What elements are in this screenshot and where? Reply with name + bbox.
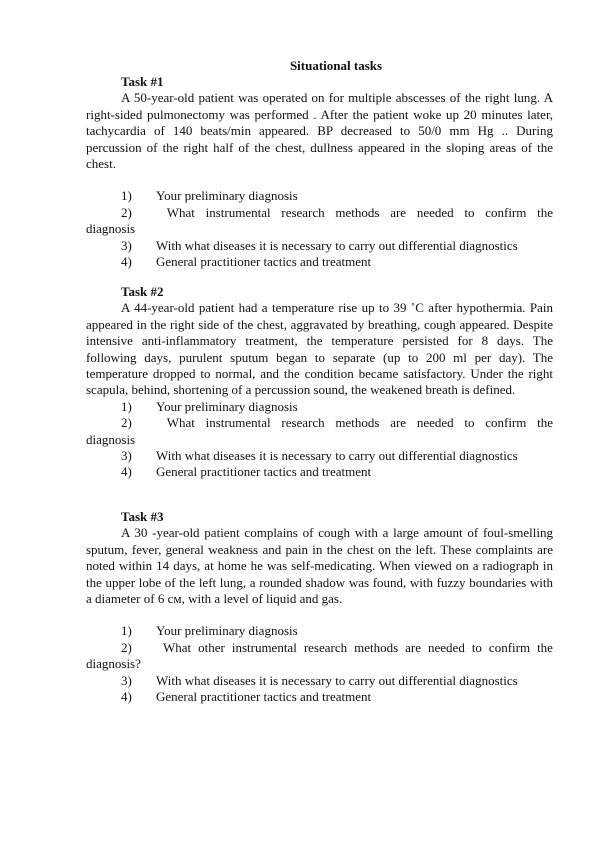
question-word: What [166, 204, 195, 220]
question-word: What [162, 639, 192, 655]
task-heading: Task #2 [121, 284, 164, 299]
question-word: research [281, 204, 325, 220]
question-word: the [537, 204, 553, 220]
question-item [86, 623, 553, 639]
question-word: methods [354, 639, 399, 655]
question-item [86, 689, 553, 705]
question-word: the [537, 415, 553, 431]
question-word: needed [416, 204, 454, 220]
task-heading: Task #1 [121, 74, 164, 89]
question-word: to [464, 204, 475, 220]
question-word: needed [428, 639, 465, 655]
question-text: With what diseases it is necessary to carry out differential diagnostics [156, 237, 518, 253]
question-word: are [405, 639, 422, 655]
question-number: 2) [121, 204, 132, 220]
question-item [86, 640, 553, 656]
question-number: 1) [121, 623, 132, 639]
question-item [86, 673, 553, 689]
question-text: Your preliminary diagnosis [156, 623, 298, 639]
task-description: A 44-year-old patient had a temperature rise up to 39 ˚C after hypothermia. Pain appeared in the right side of the chest, aggravated by breathing, cough appeared. Despite intensive anti-inflammatory treatment, the temperature persisted for 8 days. The following days, purulent sputum began to separate (up to 200 ml per day). The temperature dropped to normal, and the condition became satisfactory. Under the right scapula, behind, shortening of a percussion sound, the weakened breath is defined. [86, 300, 553, 398]
question-item [86, 188, 553, 204]
question-number: 3) [121, 672, 132, 688]
question-word: confirm [488, 639, 531, 655]
question-number: 4) [121, 254, 132, 270]
question-word: needed [416, 415, 454, 431]
question-text: General practitioner tactics and treatment [156, 689, 372, 705]
question-text: With what diseases it is necessary to carry out differential diagnostics [156, 672, 518, 688]
question-continuation: diagnosis [86, 431, 136, 447]
question-word: What [166, 415, 195, 431]
question-word: other [198, 639, 225, 655]
question-number: 2) [121, 639, 132, 655]
question-number: 1) [121, 398, 132, 414]
question-list [86, 188, 553, 270]
question-word: research [303, 639, 348, 655]
document-title: Situational tasks [289, 58, 383, 73]
task-3 [86, 509, 553, 705]
question-continuation: diagnosis [86, 221, 136, 237]
question-word: to [464, 415, 475, 431]
question-word: the [537, 639, 553, 655]
question-list [86, 623, 553, 705]
question-word: research [281, 415, 325, 431]
question-item [86, 254, 553, 270]
question-word: instrumental [231, 639, 297, 655]
question-item [86, 399, 553, 415]
task-description: A 50-year-old patient was operated on for multiple abscesses of the right lung. A right-sided pulmonectomy was performed . After the patient woke up 20 minutes later, tachycardia of 140 beats/min appeared. BP decreased to 50/0 mm Hg .. During percussion of the right half of the chest, dullness appeared in the sloping areas of the chest. [86, 90, 553, 172]
question-word: are [390, 415, 407, 431]
question-number: 4) [121, 464, 132, 480]
question-text: Your preliminary diagnosis [156, 398, 298, 414]
question-text: General practitioner tactics and treatment [156, 254, 372, 270]
question-word: confirm [485, 204, 527, 220]
question-number: 3) [121, 448, 132, 464]
question-item [86, 205, 553, 221]
question-number: 4) [121, 689, 132, 705]
question-text: General practitioner tactics and treatment [156, 464, 372, 480]
task-heading: Task #3 [121, 509, 164, 524]
question-item [86, 415, 553, 431]
question-item [86, 464, 553, 480]
question-word: are [390, 204, 407, 220]
question-word: methods [335, 204, 380, 220]
question-item [86, 238, 553, 254]
question-word: instrumental [205, 204, 271, 220]
question-word: instrumental [205, 415, 271, 431]
task-1 [86, 74, 553, 270]
question-text: Your preliminary diagnosis [156, 188, 298, 204]
question-item [86, 448, 553, 464]
question-number: 3) [121, 237, 132, 253]
task-2 [86, 284, 553, 481]
task-description: A 30 -year-old patient complains of cough with a large amount of foul-smelling sputum, fever, general weakness and pain in the chest on the left. These complaints are noted within 14 days, at home he was self-medicating. When viewed on a radiograph in the upper lobe of the left lung, a rounded shadow was found, with fuzzy boundaries with a diameter of 6 см, with a level of liquid and gas. [86, 525, 553, 607]
question-word: to [471, 639, 482, 655]
question-list [86, 399, 553, 481]
question-number: 2) [121, 415, 132, 431]
question-text: With what diseases it is necessary to carry out differential diagnostics [156, 448, 518, 464]
question-word: confirm [485, 415, 527, 431]
question-continuation: diagnosis? [86, 656, 141, 672]
question-number: 1) [121, 188, 132, 204]
question-word: methods [335, 415, 380, 431]
